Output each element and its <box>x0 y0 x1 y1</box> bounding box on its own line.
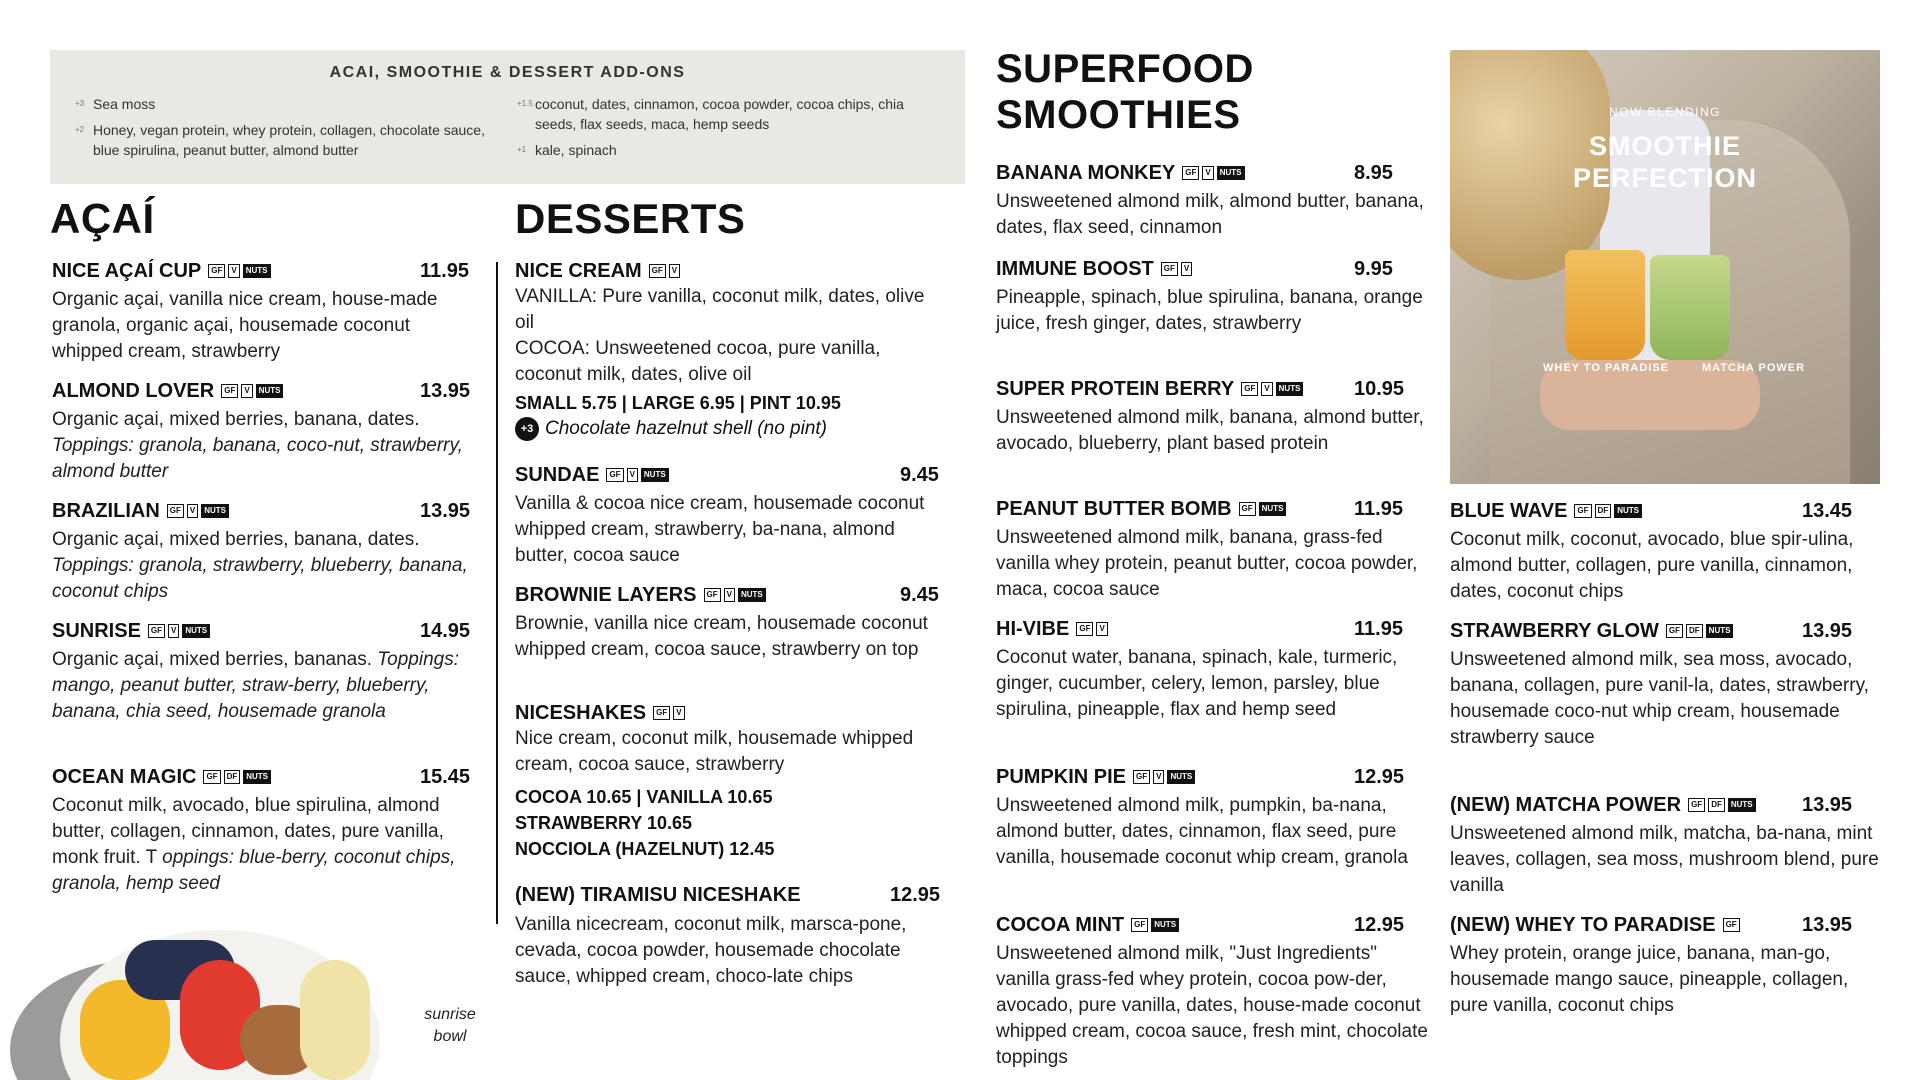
diet-tags <box>1238 382 1303 396</box>
item-name: OCEAN MAGIC <box>52 766 197 788</box>
item-name: BROWNIE LAYERS <box>515 584 697 606</box>
item-name: PUMPKIN PIE <box>996 766 1127 788</box>
diet-tag-gf: GF <box>1131 918 1148 932</box>
diet-tag-v: V <box>228 264 239 278</box>
item-name: BLUE WAVE <box>1450 500 1568 522</box>
menu-item-super-protein-berry <box>996 376 1436 457</box>
diet-tag-gf: GF <box>704 588 721 602</box>
item-description: Unsweetened almond milk, matcha, ba-nana, mint leaves, collagen, sea moss, mushroom blend, pure vanilla <box>1450 823 1879 896</box>
diet-tag-gf: GF <box>167 504 184 518</box>
item-name: NICE CREAM <box>515 260 642 282</box>
item-price: 13.95 <box>420 380 471 402</box>
item-description: Vanilla & cocoa nice cream, housemade coconut whipped cream, strawberry, ba-nana, almond butter, cocoa sauce <box>515 493 925 566</box>
smoothies-heading-line: SUPERFOOD <box>996 47 1254 91</box>
diet-tags <box>1720 918 1740 932</box>
item-name: SUNRISE <box>52 620 141 642</box>
diet-tag-gf: GF <box>1182 166 1199 180</box>
item-description: Coconut milk, coconut, avocado, blue spir-ulina, almond butter, collagen, pure vanilla, cinnamon, dates, coconut chips <box>1450 529 1854 602</box>
addon-item <box>517 140 945 160</box>
diet-tag-gf: GF <box>1688 798 1705 812</box>
menu-item-almond-lover <box>52 378 472 485</box>
smoothie-photo <box>1450 50 1880 484</box>
menu-item-nice-a-a-cup <box>52 258 472 365</box>
diet-tags <box>145 624 210 638</box>
photo-label-right: MATCHA POWER <box>1702 362 1806 374</box>
diet-tag-nuts: NUTS <box>1276 382 1304 396</box>
item-price: 11.95 <box>420 260 469 282</box>
diet-tag-nuts: NUTS <box>1614 504 1642 518</box>
diet-tags <box>646 264 680 278</box>
nice-cream-cocoa: COCOA: Unsweetened cocoa, pure vanilla, coconut milk, dates, olive oil <box>515 338 881 385</box>
diet-tag-v: V <box>627 468 638 482</box>
diet-tags <box>200 770 271 784</box>
addon-item <box>75 94 433 114</box>
menu-item-tiramisu <box>515 882 945 990</box>
nice-cream-sizes: SMALL 5.75 | LARGE 6.95 | PINT 10.95 <box>515 393 841 413</box>
diet-tags <box>650 706 684 720</box>
item-name: (NEW) TIRAMISU NICESHAKE <box>515 884 801 906</box>
addon-price: +1 <box>517 145 527 154</box>
diet-tags <box>205 264 270 278</box>
diet-tag-nuts: NUTS <box>243 770 271 784</box>
item-price: 11.95 <box>1354 498 1403 520</box>
bowl-caption: sunrise bowl <box>424 1006 476 1045</box>
photo-kicker: NOW BLENDING <box>1608 105 1721 119</box>
diet-tags <box>1073 622 1107 636</box>
item-price: 12.95 <box>1354 766 1405 788</box>
niceshake-price-line: NOCCIOLA (HAZELNUT) 12.45 <box>515 839 775 859</box>
menu-item-immune-boost <box>996 256 1436 337</box>
menu-item-nice-cream <box>515 258 945 442</box>
item-description: Organic açai, mixed berries, bananas. Toppings: mango, peanut butter, straw-berry, blueberry, banana, chia seed, housemade granola <box>52 649 459 722</box>
diet-tag-nuts: NUTS <box>1167 770 1195 784</box>
menu-item-strawberry-glow <box>1450 618 1880 751</box>
addon-text: kale, spinach <box>535 142 617 158</box>
diet-tag-nuts: NUTS <box>1259 502 1287 516</box>
diet-tags <box>1685 798 1756 812</box>
diet-tags <box>1179 166 1244 180</box>
addon-price-badge: +3 <box>515 417 539 441</box>
item-price: 13.45 <box>1802 500 1853 522</box>
diet-tag-gf: GF <box>221 384 238 398</box>
desserts-heading: DESSERTS <box>515 195 746 242</box>
addon-price: +3 <box>75 99 85 108</box>
addon-price: +2 <box>75 125 85 134</box>
menu-item-banana-monkey <box>996 160 1436 241</box>
item-price: 12.95 <box>1354 914 1405 936</box>
nice-cream-vanilla: VANILLA: Pure vanilla, coconut milk, dates, olive oil <box>515 286 925 333</box>
menu-item-sundae <box>515 462 945 569</box>
diet-tag-v: V <box>1202 166 1213 180</box>
diet-tags <box>1128 918 1179 932</box>
diet-tag-gf: GF <box>1241 382 1258 396</box>
addon-price: +1.5 <box>517 99 533 108</box>
item-name: BANANA MONKEY <box>996 162 1176 184</box>
acai-heading: AÇAÍ <box>50 195 155 242</box>
item-price: 9.45 <box>900 464 939 486</box>
diet-tag-v: V <box>241 384 252 398</box>
diet-tag-gf: GF <box>1723 918 1740 932</box>
menu-item-peanut-butter-bomb <box>996 496 1436 603</box>
item-name: BRAZILIAN <box>52 500 160 522</box>
photo-label-left: WHEY TO PARADISE <box>1543 362 1670 374</box>
item-price: 13.95 <box>1802 914 1853 936</box>
item-description: Nice cream, coconut milk, housemade whipped cream, cocoa sauce, strawberry <box>515 728 914 775</box>
menu-item-pumpkin-pie <box>996 764 1436 871</box>
item-description: Whey protein, orange juice, banana, man-go, housemade mango sauce, pineapple, collagen, pure vanilla, coconut chips <box>1450 943 1849 1016</box>
item-name: NICE AÇAÍ CUP <box>52 260 202 282</box>
diet-tag-gf: GF <box>1239 502 1256 516</box>
diet-tag-nuts: NUTS <box>182 624 210 638</box>
diet-tag-v: V <box>724 588 735 602</box>
diet-tag-df: DF <box>1595 504 1612 518</box>
item-name: NICESHAKES <box>515 702 647 724</box>
diet-tag-nuts: NUTS <box>1217 166 1245 180</box>
addon-text: Honey, vegan protein, whey protein, collagen, chocolate sauce, blue spirulina, peanut butter, almond butter <box>93 122 485 158</box>
item-description: Unsweetened almond milk, almond butter, banana, dates, flax seed, cinnamon <box>996 191 1424 238</box>
item-name: COCOA MINT <box>996 914 1125 936</box>
diet-tag-nuts: NUTS <box>1151 918 1179 932</box>
item-name: IMMUNE BOOST <box>996 258 1154 280</box>
sunrise-bowl-image <box>0 920 400 1080</box>
menu-item-niceshakes <box>515 700 945 862</box>
addon-text: Sea moss <box>93 96 156 112</box>
diet-tag-v: V <box>1181 262 1192 276</box>
diet-tag-v: V <box>1153 770 1164 784</box>
item-price: 9.95 <box>1354 258 1393 280</box>
diet-tag-v: V <box>1261 382 1272 396</box>
diet-tag-v: V <box>168 624 179 638</box>
diet-tags <box>164 504 229 518</box>
diet-tag-gf: GF <box>649 264 666 278</box>
addon-item <box>517 94 945 134</box>
item-price: 9.45 <box>900 584 939 606</box>
item-price: 15.45 <box>420 766 471 788</box>
item-name: SUPER PROTEIN BERRY <box>996 378 1235 400</box>
diet-tag-v: V <box>1096 622 1107 636</box>
diet-tags <box>1571 504 1642 518</box>
photo-title-line: SMOOTHIE <box>1588 131 1741 161</box>
diet-tag-gf: GF <box>148 624 165 638</box>
smoothies-heading <box>996 46 1254 138</box>
menu-item-sunrise <box>52 618 472 725</box>
diet-tag-gf: GF <box>606 468 623 482</box>
diet-tag-gf: GF <box>653 706 670 720</box>
diet-tag-nuts: NUTS <box>641 468 669 482</box>
diet-tag-nuts: NUTS <box>201 504 229 518</box>
niceshake-price-line: COCOA 10.65 | VANILLA 10.65 <box>515 787 773 807</box>
item-description: Coconut milk, avocado, blue spirulina, almond butter, collagen, cinnamon, dates, pure vanilla, monk fruit. T oppings: blue-berry, coconut chips, granola, hemp seed <box>52 795 456 894</box>
item-name: SUNDAE <box>515 464 600 486</box>
photo-title <box>1450 130 1880 194</box>
diet-tag-df: DF <box>1686 624 1703 638</box>
diet-tag-nuts: NUTS <box>1728 798 1756 812</box>
diet-tag-nuts: NUTS <box>256 384 284 398</box>
menu-item-new-whey-to-paradise <box>1450 912 1880 1019</box>
item-description: Unsweetened almond milk, banana, almond butter, avocado, blueberry, plant based protein <box>996 407 1424 454</box>
item-description: Unsweetened almond milk, "Just Ingredients" vanilla grass-fed whey protein, cocoa pow-der, avocado, pure vanilla, dates, house-made coconut whipped cream, cocoa sauce, fresh mint, chocolate toppings <box>996 943 1428 1068</box>
diet-tag-nuts: NUTS <box>243 264 271 278</box>
niceshake-price-line: STRAWBERRY 10.65 <box>515 813 693 833</box>
diet-tag-gf: GF <box>203 770 220 784</box>
item-description: Unsweetened almond milk, banana, grass-fed vanilla whey protein, peanut butter, cocoa powder, maca, cocoa sauce <box>996 527 1418 600</box>
addon-item <box>75 120 493 160</box>
item-name: (NEW) MATCHA POWER <box>1450 794 1682 816</box>
diet-tag-gf: GF <box>1076 622 1093 636</box>
item-description: Coconut water, banana, spinach, kale, turmeric, ginger, cucumber, celery, lemon, parsley, blue spirulina, pineapple, flax and hemp seed <box>996 647 1398 720</box>
item-name: PEANUT BUTTER BOMB <box>996 498 1232 520</box>
diet-tags <box>1158 262 1192 276</box>
diet-tags <box>603 468 668 482</box>
menu-item-blue-wave <box>1450 498 1880 605</box>
diet-tag-gf: GF <box>1574 504 1591 518</box>
menu-item-new-matcha-power <box>1450 792 1880 899</box>
photo-title-line: PERFECTION <box>1572 163 1757 193</box>
diet-tags <box>701 588 766 602</box>
item-price: 13.95 <box>1802 794 1853 816</box>
menu-item-brazilian <box>52 498 472 605</box>
menu-item-brownie-layers <box>515 582 945 663</box>
item-name: HI-VIBE <box>996 618 1070 640</box>
item-name: STRAWBERRY GLOW <box>1450 620 1659 642</box>
item-description: Brownie, vanilla nice cream, housemade coconut whipped cream, cocoa sauce, strawberry on top <box>515 613 928 660</box>
item-price: 8.95 <box>1354 162 1393 184</box>
diet-tags <box>218 384 283 398</box>
item-name: (NEW) WHEY TO PARADISE <box>1450 914 1716 936</box>
item-price: 13.95 <box>1802 620 1853 642</box>
item-price: 14.95 <box>420 620 471 642</box>
diet-tag-nuts: NUTS <box>1706 624 1734 638</box>
menu-item-hi-vibe <box>996 616 1436 723</box>
diet-tag-gf: GF <box>1133 770 1150 784</box>
addon-text: coconut, dates, cinnamon, cocoa powder, cocoa chips, chia seeds, flax seeds, maca, hemp seeds <box>535 96 904 132</box>
item-description: Organic açai, mixed berries, banana, dates. Toppings: granola, strawberry, blueberry, banana, coconut chips <box>52 529 468 602</box>
item-description: Unsweetened almond milk, sea moss, avocado, banana, collagen, pure vanil-la, dates, strawberry, housemade coco-nut whip cream, housemade strawberry sauce <box>1450 649 1869 748</box>
diet-tag-df: DF <box>1708 798 1725 812</box>
diet-tag-v: V <box>669 264 680 278</box>
item-description: Vanilla nicecream, coconut milk, marsca-pone, cevada, cocoa powder, housemade chocolate sauce, whipped cream, choco-late chips <box>515 914 907 987</box>
nice-cream-addon: Chocolate hazelnut shell (no pint) <box>545 418 828 439</box>
diet-tags <box>1130 770 1195 784</box>
diet-tag-v: V <box>673 706 684 720</box>
addons-title: ACAI, SMOOTHIE & DESSERT ADD-ONS <box>329 64 686 81</box>
diet-tag-df: DF <box>224 770 241 784</box>
diet-tags <box>1236 502 1287 516</box>
item-description: Organic açai, mixed berries, banana, dates. Toppings: granola, banana, coco-nut, strawberry, almond butter <box>52 409 463 482</box>
diet-tag-nuts: NUTS <box>738 588 766 602</box>
smoothies-heading-line: SMOOTHIES <box>996 93 1241 137</box>
item-price: 11.95 <box>1354 618 1403 640</box>
column-divider <box>496 262 498 924</box>
diet-tags <box>1663 624 1734 638</box>
diet-tag-gf: GF <box>208 264 225 278</box>
diet-tag-gf: GF <box>1666 624 1683 638</box>
item-price: 13.95 <box>420 500 471 522</box>
menu-item-ocean-magic <box>52 764 472 897</box>
menu-item-cocoa-mint <box>996 912 1436 1071</box>
diet-tag-gf: GF <box>1161 262 1178 276</box>
item-name: ALMOND LOVER <box>52 380 215 402</box>
diet-tag-v: V <box>187 504 198 518</box>
item-description: Unsweetened almond milk, pumpkin, ba-nana, almond butter, dates, cinnamon, flax seed, pure vanilla, housemade coconut whip cream, granola <box>996 795 1408 868</box>
item-description: Pineapple, spinach, blue spirulina, banana, orange juice, fresh ginger, dates, strawberry <box>996 287 1423 334</box>
item-price: 12.95 <box>890 884 941 906</box>
addons-panel <box>50 50 965 184</box>
item-price: 10.95 <box>1354 378 1405 400</box>
item-description: Organic açai, vanilla nice cream, house-made granola, organic açai, housemade coconut whipped cream, strawberry <box>52 289 438 362</box>
